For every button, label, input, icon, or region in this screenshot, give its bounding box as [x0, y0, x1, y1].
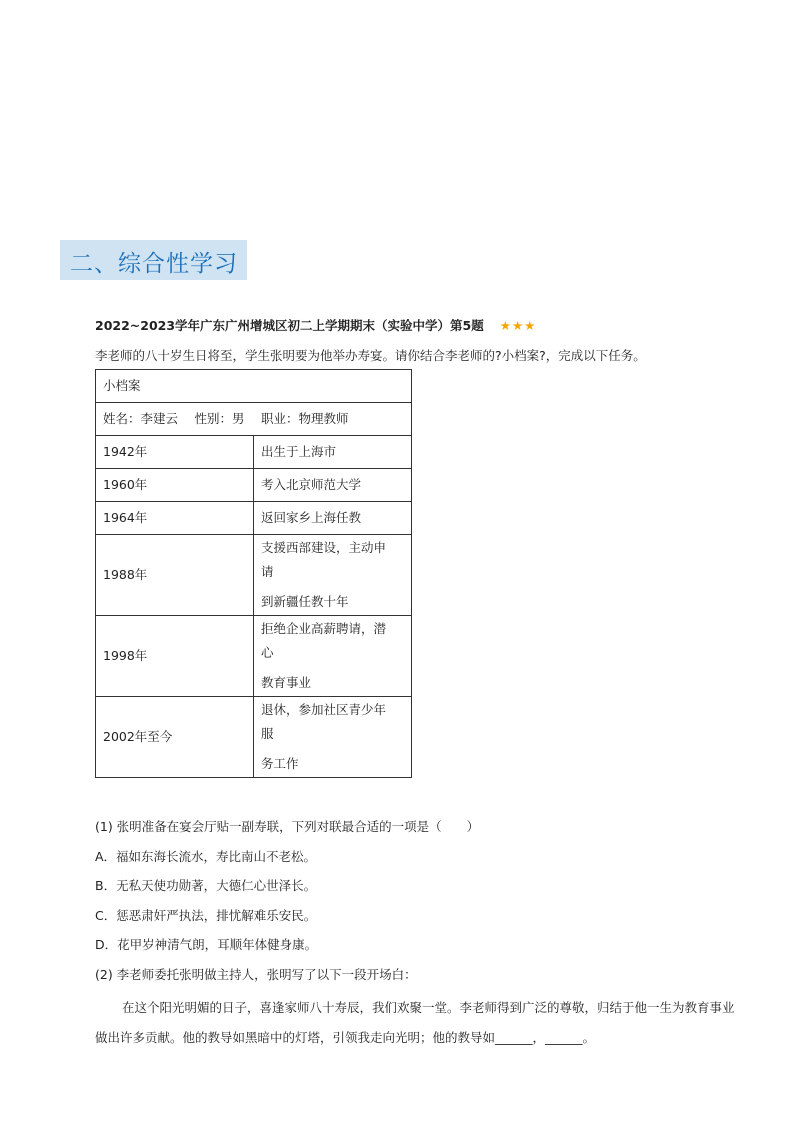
- profile-row: [96, 469, 412, 502]
- profile-year: 2002年至今: [96, 697, 254, 778]
- profile-event-line: 返回家乡上海任教: [261, 510, 362, 525]
- sub2-stem: (2) 李老师委托张明做主持人，张明写了以下一段开场白：: [95, 966, 417, 982]
- profile-event-line: 拒绝企业高薪聘请，潜: [261, 621, 387, 636]
- option-b: B．无私天使功勋著，大德仁心世泽长。: [95, 878, 317, 893]
- profile-event-line: 心: [261, 645, 274, 660]
- profile-event-line: 考入北京师范大学: [261, 477, 362, 492]
- profile-table: [95, 369, 412, 778]
- difficulty-stars: ★★★: [499, 318, 537, 333]
- profile-event: [254, 535, 412, 616]
- profile-year: 1988年: [96, 535, 254, 616]
- profile-event-line: 支援西部建设，主动申: [261, 540, 387, 555]
- section-title: 二、综合性学习: [70, 251, 238, 277]
- question-intro: 李老师的八十岁生日将至，学生张明要为他举办寿宴。请你结合李老师的?小档案?，完成以下任务。: [95, 348, 646, 363]
- profile-row: [96, 502, 412, 535]
- profile-year: 1998年: [96, 616, 254, 697]
- profile-row: [96, 616, 412, 697]
- profile-event-line: 务工作: [261, 756, 299, 771]
- question-source: [95, 316, 536, 334]
- question-source-text: 2022~2023学年广东广州增城区初二上学期期末（实验中学）第5题: [95, 318, 484, 333]
- profile-year: 1964年: [96, 502, 254, 535]
- sub1-stem: (1) 张明准备在宴会厅贴一副寿联，下列对联最合适的一项是（ ）: [95, 819, 480, 834]
- opening-paragraph: 在这个阳光明媚的日子，喜逢家师八十寿辰，我们欢聚一堂。李老师得到广泛的尊敬，归结于他一生为教育事业做出许多贡献。他的教导如黑暗中的灯塔，引领我走向光明；他的教导如______，______。: [95, 1000, 735, 1045]
- profile-info: 姓名：李建云 性别：男 职业：物理教师: [96, 403, 412, 436]
- profile-event-line: 服: [261, 726, 274, 741]
- profile-event: [254, 469, 412, 502]
- profile-event-line: 退休，参加社区青少年: [261, 702, 387, 717]
- questions: [95, 816, 735, 1052]
- profile-info-row: [96, 403, 412, 436]
- profile-row: [96, 436, 412, 469]
- profile-event-line: 请: [261, 564, 274, 579]
- profile-event-line: 到新疆任教十年: [261, 594, 349, 609]
- section-header: [60, 240, 247, 280]
- profile-event: [254, 616, 412, 697]
- profile-title-row: [96, 370, 412, 403]
- profile-event-line: 教育事业: [261, 675, 312, 690]
- profile-event: [254, 697, 412, 778]
- profile-event: [254, 502, 412, 535]
- profile-title: 小档案: [96, 370, 412, 403]
- profile-year: 1942年: [96, 436, 254, 469]
- option-c: C．惩恶肃奸严执法，排忧解难乐安民。: [95, 907, 317, 923]
- profile-event: [254, 436, 412, 469]
- profile-year: 1960年: [96, 469, 254, 502]
- option-d: D．花甲岁神清气朗，耳顺年体健身康。: [95, 937, 318, 952]
- profile-row: [96, 697, 412, 778]
- option-a: A．福如东海长流水，寿比南山不老松。: [95, 848, 317, 864]
- profile-row: [96, 535, 412, 616]
- profile-event-line: 出生于上海市: [261, 444, 337, 459]
